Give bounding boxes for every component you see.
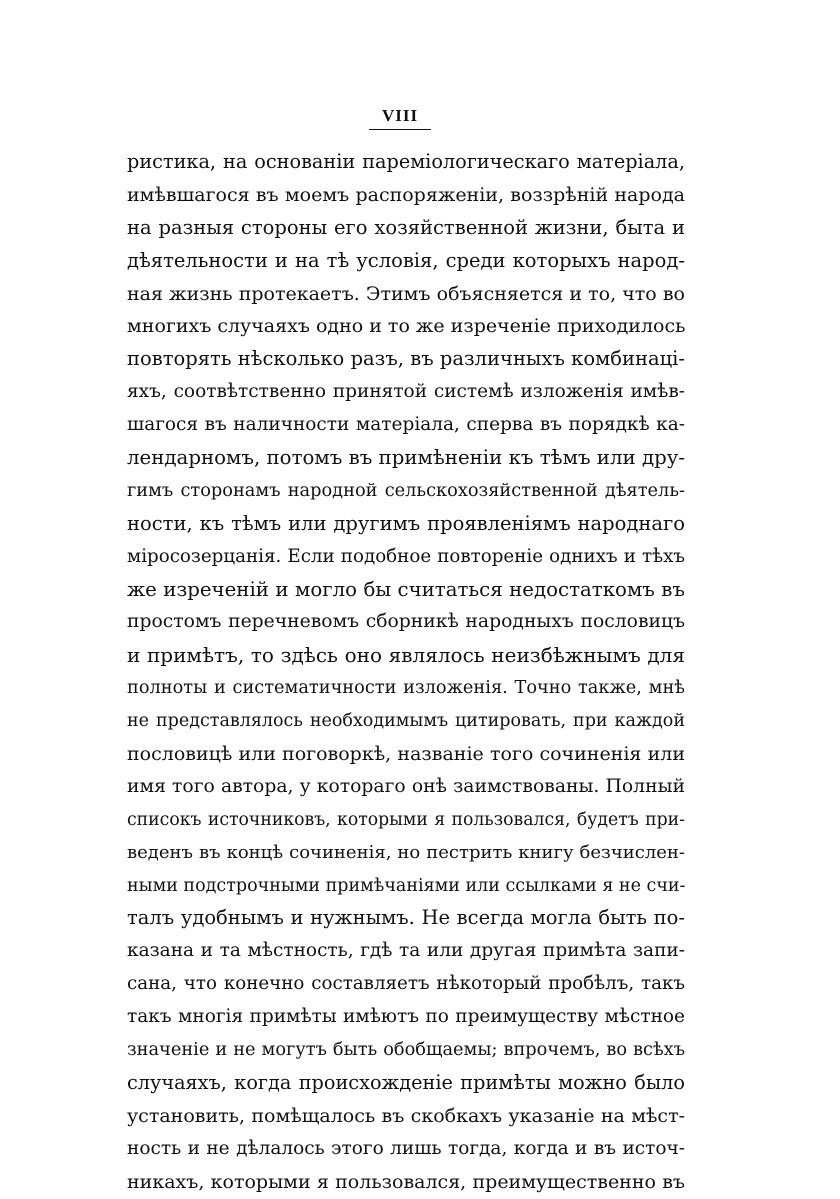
text-line: списокъ источниковъ, которыми я пользовался, будетъ при-: [127, 809, 685, 830]
text-line: талъ удобнымъ и нужнымъ. Не всегда могла быть по-: [127, 906, 685, 930]
text-line: же изреченій и могло бы считаться недостаткомъ въ: [127, 577, 685, 601]
text-line: ность и не дѣлалось этого лишь тогда, когда и въ источ-: [127, 1137, 685, 1159]
text-line: не представлялось необходимымъ цитировать, при каждой: [127, 711, 685, 732]
body-text: [127, 146, 685, 1199]
text-line: на разныя стороны его хозяйственной жизни, быта и: [127, 215, 685, 239]
text-line: ности, къ тѣмъ или другимъ проявленіямъ народнаго: [127, 511, 685, 535]
page-number: VIII: [381, 106, 419, 125]
text-line: никахъ, которыми я пользовался, преимущественно въ: [127, 1170, 685, 1193]
text-line: міросозерцанія. Если подобное повтореніе однихъ и тѣхъ: [127, 545, 685, 567]
text-line: имѣвшагося въ моемъ распоряженiи, воззрѣнiй народа: [127, 183, 685, 206]
text-line: простомъ перечневомъ сборникѣ народныхъ пословицъ: [127, 611, 685, 633]
text-line: лендарномъ, потомъ въ примѣненіи къ тѣмъ или дру-: [127, 446, 685, 470]
text-line: казана и та мѣстность, гдѣ та или другая примѣта запи-: [127, 940, 685, 962]
text-line: повторять нѣсколько разъ, въ различныхъ комбинаці-: [127, 347, 685, 371]
text-line: установить, помѣщалось въ скобкахъ указаніе на мѣст-: [127, 1104, 685, 1127]
text-line: ристика, на основанiи пареміологическаго матеріала,: [127, 150, 685, 173]
text-line: дѣятельности и на тѣ условія, среди которыхъ народ-: [127, 248, 685, 272]
text-line: шагося въ наличности матеріала, сперва въ порядкѣ ка-: [127, 414, 685, 436]
text-line: ная жизнь протекаетъ. Этимъ объясняется и то, что во: [127, 282, 685, 305]
text-line: многихъ случаяхъ одно и то же изреченіе приходилось: [127, 315, 685, 338]
text-line: яхъ, соотвѣтственно принятой системѣ изложенія имѣв-: [127, 381, 685, 403]
text-line: ными подстрочными примѣчаніями или ссылками я не счи-: [127, 875, 685, 896]
text-line: и примѣтъ, то здѣсь оно являлось неизбѣжнымъ для: [127, 643, 685, 668]
header-rule: [369, 129, 431, 130]
text-line: веденъ въ концѣ сочиненія, но пестрить книгу безчислен-: [127, 841, 685, 863]
text-line: гимъ сторонамъ народной сельскохозяйственной дѣятель-: [127, 480, 685, 501]
text-line: случаяхъ, когда происхожденіе примѣты можно было: [127, 1070, 685, 1094]
text-line: такъ многія примѣты имѣютъ по преимуществу мѣстное: [127, 1006, 685, 1028]
text-line: пословицѣ или поговоркѣ, названіе того сочиненія или: [127, 743, 685, 766]
text-line: сана, что конечно составляетъ нѣкоторый пробѣлъ, такъ: [127, 973, 685, 995]
text-line: значеніе и не могутъ быть обобщаемы; впрочемъ, во всѣхъ: [127, 1040, 685, 1061]
text-line: полноты и систематичности изложенія. Точно также, мнѣ: [127, 678, 685, 699]
page-header: [369, 106, 431, 130]
text-line: имя того автора, у котораго онѣ заимствованы. Полный: [127, 775, 685, 797]
